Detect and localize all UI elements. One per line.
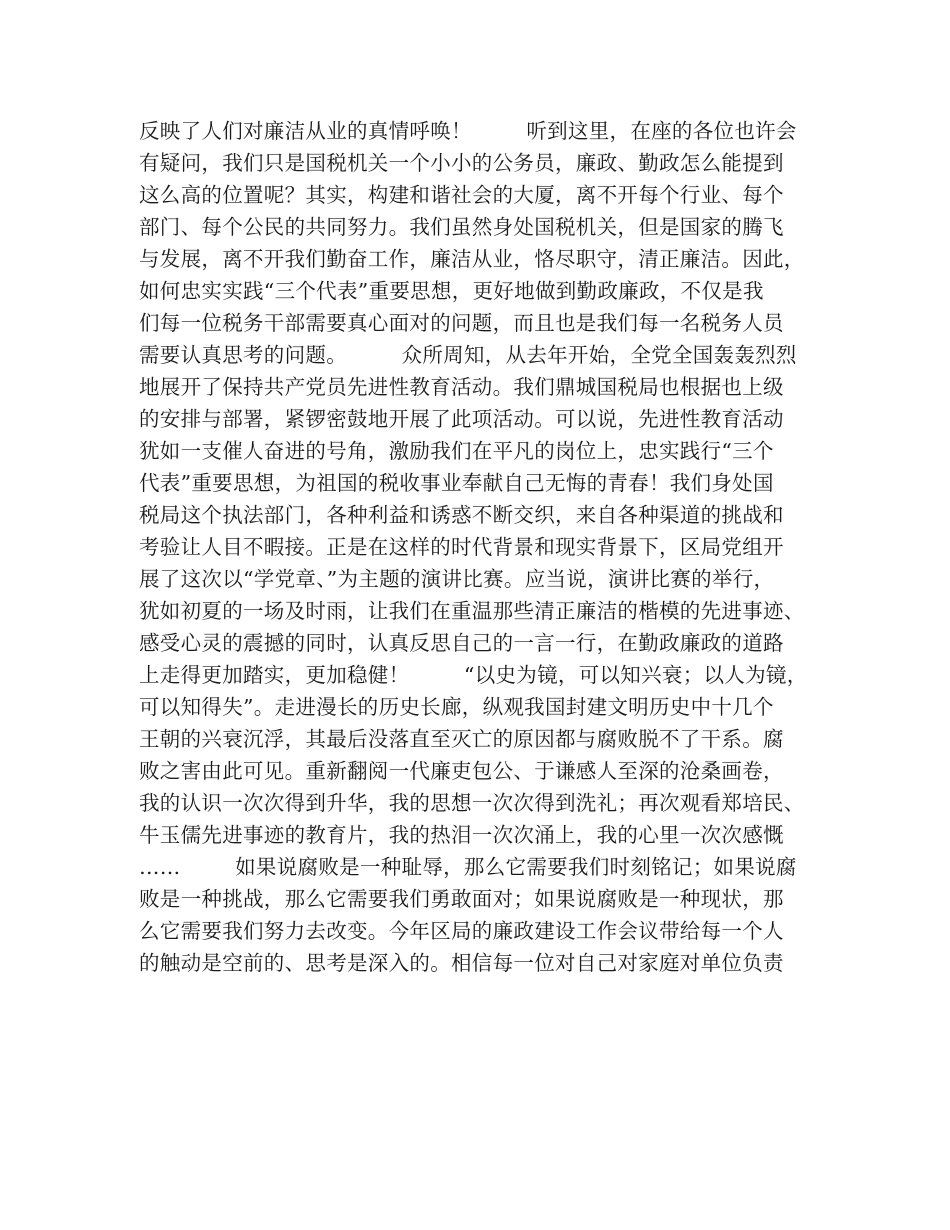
text-line: 上走得更加踏实，更加稳健！ “以史为镜，可以知兴衰；以人为镜，	[139, 663, 808, 687]
text-line: 们每一位税务干部需要真心面对的问题，而且也是我们每一名税务人员	[139, 311, 784, 335]
text-line: 与发展，离不开我们勤奋工作，廉洁从业，恪尽职守，清正廉洁。因此，	[139, 247, 805, 271]
text-line: 代表”重要思想，为祖国的税收事业奉献自己无悔的青春！我们身处国	[139, 471, 774, 495]
text-line: …… 如果说腐败是一种耻辱，那么它需要我们时刻铭记；如果说腐	[139, 855, 797, 879]
text-line: 部门、每个公民的共同努力。我们虽然身处国税机关，但是国家的腾飞	[139, 215, 784, 239]
text-line: 反映了人们对廉洁从业的真情呼唤！ 听到这里，在座的各位也许会	[139, 119, 797, 143]
text-line: 展了这次以“学党章、”为主题的演讲比赛。应当说，演讲比赛的举行，	[139, 567, 775, 591]
text-line: 的安排与部署，紧锣密鼓地开展了此项活动。可以说，先进性教育活动	[139, 407, 784, 431]
text-line: 王朝的兴衰沉浮，其最后没落直至灭亡的原因都与腐败脱不了干系。腐	[139, 727, 784, 751]
text-line: 需要认真思考的问题。 众所周知，从去年开始，全党全国轰轰烈烈	[139, 343, 797, 367]
text-line: 我的认识一次次得到升华，我的思想一次次得到洗礼；再次观看郑培民、	[139, 791, 805, 815]
text-line: 地展开了保持共产党员先进性教育活动。我们鼎城国税局也根据也上级	[139, 375, 784, 399]
text-line: 犹如一支催人奋进的号角，激励我们在平凡的岗位上，忠实践行“三个	[139, 439, 774, 463]
text-line: 这么高的位置呢？其实，构建和谐社会的大厦，离不开每个行业、每个	[139, 183, 784, 207]
body-text	[139, 115, 829, 979]
text-line: 牛玉儒先进事迹的教育片，我的热泪一次次涌上，我的心里一次次感慨	[139, 823, 784, 847]
text-line: 可以知得失”。走进漫长的历史长廊，纵观我国封建文明历史中十几个	[139, 695, 774, 719]
text-line: 败之害由此可见。重新翻阅一代廉吏包公、于谦感人至深的沧桑画卷，	[139, 759, 784, 783]
text-line: 犹如初夏的一场及时雨，让我们在重温那些清正廉洁的楷模的先进事迹、	[139, 599, 805, 623]
text-line: 的触动是空前的、思考是深入的。相信每一位对自己对家庭对单位负责	[139, 951, 784, 975]
text-line: 考验让人目不暇接。正是在这样的时代背景和现实背景下，区局党组开	[139, 535, 784, 559]
text-line: 税局这个执法部门，各种利益和诱惑不断交织，来自各种渠道的挑战和	[139, 503, 784, 527]
text-line: 如何忠实实践“三个代表”重要思想，更好地做到勤政廉政，不仅是我	[139, 279, 764, 303]
text-line: 有疑问，我们只是国税机关一个小小的公务员，廉政、勤政怎么能提到	[139, 151, 784, 175]
text-line: 么它需要我们努力去改变。今年区局的廉政建设工作会议带给每一个人	[139, 919, 784, 943]
text-line: 败是一种挑战，那么它需要我们勇敢面对；如果说腐败是一种现状，那	[139, 887, 784, 911]
text-line: 感受心灵的震撼的同时，认真反思自己的一言一行，在勤政廉政的道路	[139, 631, 784, 655]
